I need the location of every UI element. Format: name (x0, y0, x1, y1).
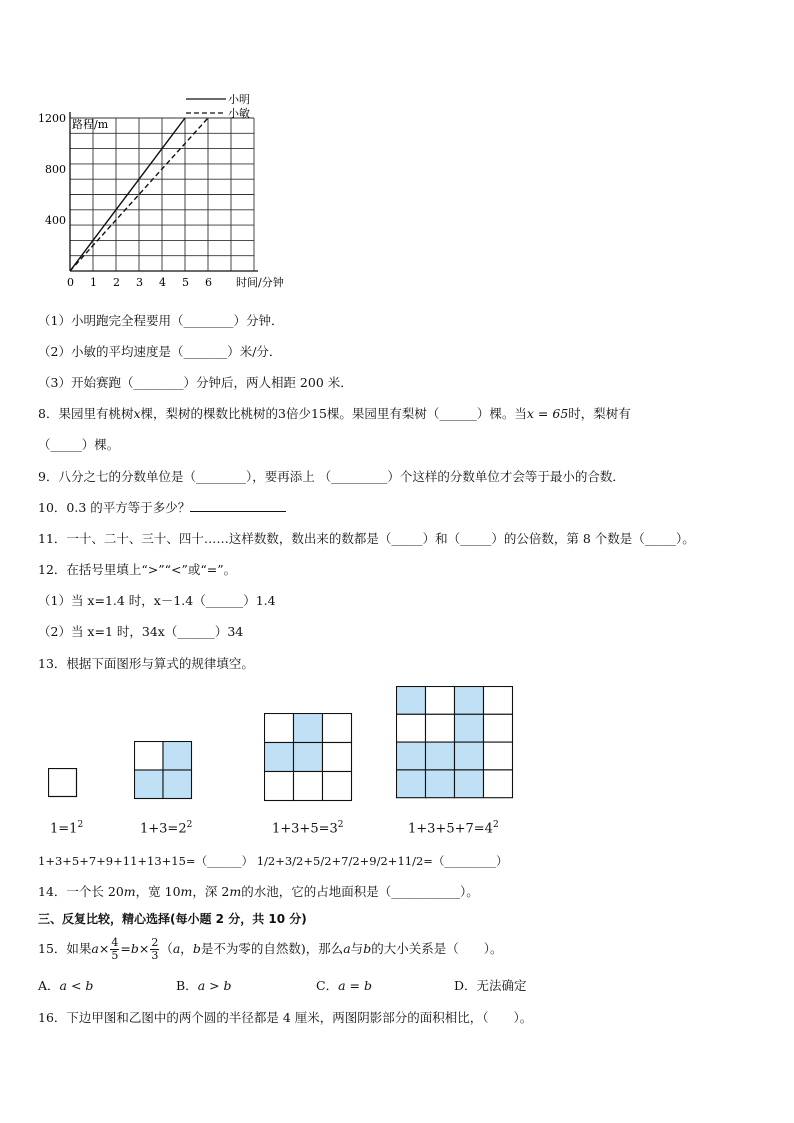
q10: 10．0.3 的平方等于多少？ (38, 500, 286, 516)
q7-part1: （1）小明跑完全程要用（________）分钟． (38, 313, 284, 328)
q15-option-d[interactable]: D．无法确定 (454, 978, 527, 993)
pattern-cell (484, 770, 513, 798)
q8-line1: 8．果园里有桃树x棵，梨树的棵数比桃树的3倍少15棵。果园里有梨树（______）棵。当x = 65时，梨树有 (38, 406, 631, 421)
y-tick-label: 800 (45, 163, 66, 176)
pattern-cell (455, 687, 484, 715)
pattern-cell (323, 714, 352, 743)
q7-part2: （2）小敏的平均速度是（_______）米/分． (38, 344, 282, 359)
square-pattern-2 (134, 741, 194, 801)
q12-title: 12．在括号里填上“>”“<”或“=”。 (38, 562, 237, 577)
x-tick-label: 6 (205, 276, 212, 289)
square-pattern-4 (396, 686, 516, 800)
pattern-cell (484, 687, 513, 715)
pattern-cell (163, 770, 192, 799)
pattern-caption-4: $1+3+5+7=4^2$ (408, 820, 499, 837)
q12-part2: （2）当 x=1 时，34x（______）34 (38, 624, 244, 639)
pattern-cell (163, 742, 192, 771)
pattern-cell (455, 714, 484, 742)
y-tick-label: 400 (45, 214, 66, 227)
q15-option-a[interactable]: A．a < b (38, 978, 94, 993)
chart-ticks (38, 112, 212, 289)
x-tick-label: 3 (136, 276, 143, 289)
x-tick-label: 5 (182, 276, 189, 289)
q8-line2: （_____）棵。 (38, 437, 120, 452)
square-pattern-1 (48, 768, 78, 798)
answer-blank[interactable] (190, 500, 286, 512)
pattern-cell (265, 714, 294, 743)
x-tick-label: 0 (67, 276, 74, 289)
chart-grid (70, 118, 254, 271)
pattern-cell (294, 714, 323, 743)
pattern-cell (397, 714, 426, 742)
q14: 14．一个长 20m，宽 10m，深 2m的水池，它的占地面积是（___________）。 (38, 884, 479, 899)
pattern-caption-2: $1+3=2^2$ (140, 820, 193, 837)
pattern-cell (426, 687, 455, 715)
pattern-cell (265, 772, 294, 801)
pattern-cell (426, 742, 455, 770)
q13-formula: 1+3+5+7+9+11+13+15=（______） 1/2+3/2+5/2+7/2+9/2+11/2=（_________） (38, 854, 508, 868)
q15-option-c[interactable]: C．a = b (316, 978, 372, 993)
distance-time-chart (30, 88, 320, 298)
q16: 16．下边甲图和乙图中的两个圆的半径都是 4 厘米，两图阴影部分的面积相比，（ ）。 (38, 1010, 533, 1025)
pattern-cell (484, 714, 513, 742)
x-axis-label: 时间/分钟 (236, 276, 284, 289)
y-axis-label: 路程/m (72, 118, 109, 131)
x-tick-label: 1 (90, 276, 97, 289)
chart-legend (186, 92, 250, 120)
q7-part3: （3）开始赛跑（________）分钟后，两人相距 200 米． (38, 375, 353, 390)
x-tick-label: 4 (159, 276, 166, 289)
pattern-cell (397, 687, 426, 715)
chart-axes (70, 112, 258, 271)
legend-label-2: 小敏 (228, 107, 250, 120)
pattern-cell (426, 770, 455, 798)
pattern-cell (135, 742, 164, 771)
q13-title: 13．根据下面图形与算式的规律填空。 (38, 656, 254, 671)
square-pattern-3 (264, 713, 354, 803)
y-tick-label: 1200 (38, 112, 66, 125)
pattern-cell (397, 742, 426, 770)
q15: 15．如果a× $\frac{4}{5}$ =b× $\frac{2}{3}$ （a，b是不为零的自然数)，那么a与b的大小关系是（ ）。 (38, 936, 503, 962)
pattern-cell (294, 772, 323, 801)
pattern-cell (397, 770, 426, 798)
pattern-cell (265, 743, 294, 772)
q9: 9．八分之七的分数单位是（________），要再添上 （_________）个这样的分数单位才会等于最小的合数． (38, 469, 625, 484)
q15-option-b[interactable]: B．a > b (176, 978, 232, 993)
pattern-caption-1: $1=1^2$ (50, 820, 84, 837)
pattern-cell (455, 742, 484, 770)
q11: 11．一十、二十、三十、四十……这样数数，数出来的数都是（_____）和（_____）的公倍数，第 8 个数是（_____）。 (38, 531, 695, 546)
pattern-cell (455, 770, 484, 798)
pattern-cell (294, 743, 323, 772)
pattern-cell (426, 714, 455, 742)
x-tick-label: 2 (113, 276, 120, 289)
section-3-heading: 三、反复比较，精心选择(每小题 2 分，共 10 分) (38, 912, 307, 926)
pattern-caption-3: $1+3+5=3^2$ (272, 820, 344, 837)
legend-label-1: 小明 (228, 93, 250, 106)
pattern-cell (323, 772, 352, 801)
pattern-cell (323, 743, 352, 772)
pattern-cell (484, 742, 513, 770)
pattern-cell (135, 770, 164, 799)
q12-part1: （1）当 x=1.4 时，x－1.4（______）1.4 (38, 593, 276, 608)
